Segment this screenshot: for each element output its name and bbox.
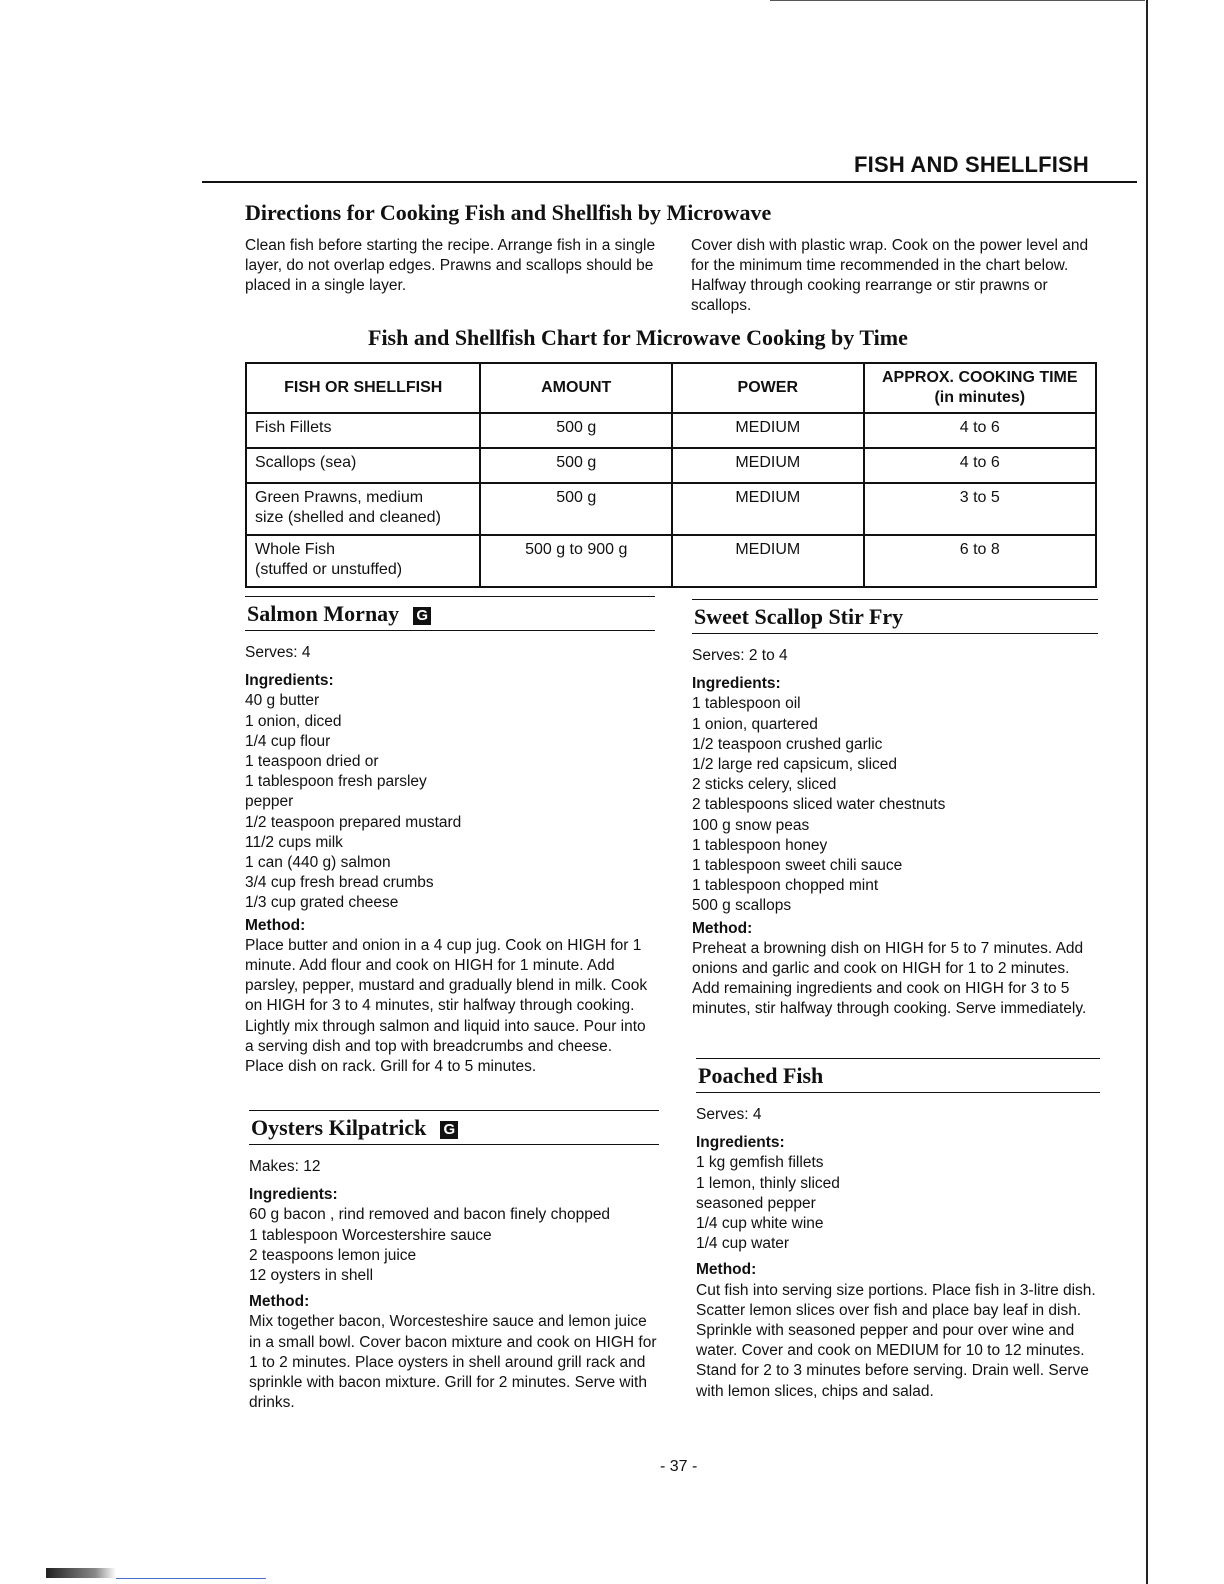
recipe-title-text: Salmon Mornay bbox=[247, 601, 400, 626]
cell-amount: 500 g to 900 g bbox=[480, 535, 672, 587]
list-item: 100 g snow peas bbox=[692, 816, 810, 834]
list-item: 1/3 cup grated cheese bbox=[245, 894, 399, 912]
ingredients-label: Ingredients: bbox=[245, 672, 334, 690]
list-item: 2 tablespoons sliced water chestnuts bbox=[692, 796, 946, 814]
column-header-time bbox=[864, 363, 1096, 413]
cell-item-line-2: size (shelled and cleaned) bbox=[255, 509, 441, 526]
cell-time: 6 to 8 bbox=[864, 535, 1096, 587]
recipe-title-rule bbox=[696, 1092, 1100, 1093]
method-label: Method: bbox=[696, 1261, 757, 1279]
cell-item-line: Scallops (sea) bbox=[255, 454, 357, 471]
list-item: 1 tablespoon oil bbox=[692, 695, 801, 713]
chart-title: Fish and Shellfish Chart for Microwave Cooking by Time bbox=[368, 325, 908, 350]
list-item: 2 sticks celery, sliced bbox=[692, 776, 837, 794]
list-item: 11/2 cups milk bbox=[245, 833, 343, 851]
column-header-power: POWER bbox=[672, 363, 864, 413]
list-item: 1/2 teaspoon prepared mustard bbox=[245, 813, 462, 831]
header-rule bbox=[202, 181, 1137, 183]
list-item: 1 tablespoon honey bbox=[692, 836, 828, 854]
recipe-title-rule bbox=[249, 1144, 659, 1145]
cell-amount: 500 g bbox=[480, 448, 672, 483]
list-item: 1 tablespoon chopped mint bbox=[692, 877, 879, 895]
list-item: 60 g bacon , rind removed and bacon finely chopped bbox=[249, 1206, 611, 1224]
scan-artifact-line bbox=[116, 1578, 266, 1579]
column-header-amount: AMOUNT bbox=[480, 363, 672, 413]
grill-icon: G bbox=[440, 1121, 458, 1139]
list-item: 1/4 cup flour bbox=[245, 732, 331, 750]
table-row bbox=[246, 535, 1096, 587]
directions-left-text: Clean fish before starting the recipe. Arrange fish in a single layer, do not overlap edges. Prawns and scallops should be placed in a single layer. bbox=[245, 237, 656, 294]
list-item: 1 onion, diced bbox=[245, 712, 342, 730]
method-text: Place butter and onion in a 4 cup jug. Cook on HIGH for 1 minute. Add flour and cook on HIGH for 1 minute. Add parsley, pepper, mustard and gradually blend in milk. Cook on HIGH for 3 to 4 minutes, stir halfway through cooking. Lightly mix through salmon and liquid into sauce. Pour into a serving dish and top with breadcrumbs and cheese. Place dish on rack. Grill for 4 to 5 minutes. bbox=[245, 936, 648, 1076]
ingredients-list bbox=[696, 1153, 1100, 1254]
list-item: 1 onion, quartered bbox=[692, 715, 818, 733]
ingredients-list bbox=[245, 691, 655, 913]
ingredients-label: Ingredients: bbox=[696, 1134, 785, 1152]
recipe-title-rule bbox=[245, 630, 655, 631]
cell-time: 4 to 6 bbox=[864, 413, 1096, 448]
cell-item bbox=[246, 413, 480, 448]
cell-power: MEDIUM bbox=[672, 448, 864, 483]
cell-power: MEDIUM bbox=[672, 483, 864, 535]
ingredients-label: Ingredients: bbox=[692, 675, 781, 693]
cell-power: MEDIUM bbox=[672, 535, 864, 587]
list-item: 1 tablespoon sweet chili sauce bbox=[692, 857, 903, 875]
list-item: 1/2 teaspoon crushed garlic bbox=[692, 735, 883, 753]
recipe-oysters-kilpatrick bbox=[249, 1110, 659, 1413]
list-item: 1/4 cup white wine bbox=[696, 1215, 824, 1233]
scan-artifact bbox=[46, 1568, 116, 1578]
list-item: 1/4 cup water bbox=[696, 1235, 790, 1253]
directions-title: Directions for Cooking Fish and Shellfish by Microwave bbox=[245, 200, 772, 225]
list-item: 1 tablespoon Worcestershire sauce bbox=[249, 1226, 492, 1244]
scan-edge-line bbox=[1146, 0, 1148, 1584]
ingredients-list bbox=[249, 1205, 659, 1286]
recipe-title bbox=[245, 597, 655, 630]
recipe-title bbox=[249, 1111, 659, 1144]
list-item: seasoned pepper bbox=[696, 1194, 816, 1212]
recipe-sweet-scallop-stir-fry bbox=[692, 599, 1098, 1020]
list-item: 1 teaspoon dried or bbox=[245, 753, 379, 771]
recipe-serves: Serves: 2 to 4 bbox=[692, 647, 788, 664]
recipe-serves: Serves: 4 bbox=[245, 644, 311, 661]
recipe-title-rule bbox=[692, 633, 1098, 634]
method-label: Method: bbox=[692, 919, 753, 937]
recipe-serves: Serves: 4 bbox=[696, 1106, 762, 1123]
method-label: Method: bbox=[249, 1293, 310, 1311]
table-row bbox=[246, 413, 1096, 448]
method-label: Method: bbox=[245, 916, 306, 934]
cell-item bbox=[246, 448, 480, 483]
column-header-time-label: APPROX. COOKING TIME bbox=[881, 369, 1078, 386]
recipe-title: Poached Fish bbox=[698, 1063, 824, 1088]
recipe-title: Sweet Scallop Stir Fry bbox=[694, 604, 904, 629]
ingredients-list bbox=[692, 694, 1098, 916]
cell-item-line: Green Prawns, medium bbox=[255, 489, 424, 506]
cell-amount: 500 g bbox=[480, 483, 672, 535]
method-text: Preheat a browning dish on HIGH for 5 to 7 minutes. Add onions and garlic and cook on HIGH for 1 to 2 minutes. Add remaining ingredients and cook on HIGH for 3 to 5 minutes, stir halfway through cooking. Serve immediately. bbox=[692, 939, 1087, 1018]
cooking-time-table bbox=[245, 362, 1097, 588]
list-item: 1 kg gemfish fillets bbox=[696, 1154, 824, 1172]
list-item: 1 tablespoon fresh parsley bbox=[245, 773, 427, 791]
table-row bbox=[246, 483, 1096, 535]
ingredients-label: Ingredients: bbox=[249, 1186, 338, 1204]
cell-item bbox=[246, 535, 480, 587]
cell-item-line-2: (stuffed or unstuffed) bbox=[255, 561, 403, 578]
list-item: 40 g butter bbox=[245, 692, 320, 710]
cell-time: 4 to 6 bbox=[864, 448, 1096, 483]
recipe-poached-fish bbox=[696, 1058, 1100, 1402]
list-item: 1 lemon, thinly sliced bbox=[696, 1174, 840, 1192]
table-row bbox=[246, 448, 1096, 483]
page-number: - 37 - bbox=[660, 1458, 698, 1475]
table-header-row bbox=[246, 363, 1096, 413]
cell-item-line: Fish Fillets bbox=[255, 419, 332, 436]
section-title: FISH AND SHELLFISH bbox=[854, 152, 1090, 177]
scan-edge-dash bbox=[770, 0, 1145, 1]
list-item: pepper bbox=[245, 793, 294, 811]
column-header-item: FISH OR SHELLFISH bbox=[246, 363, 480, 413]
recipe-serves: Makes: 12 bbox=[249, 1158, 321, 1175]
directions-right-text: Cover dish with plastic wrap. Cook on the power level and for the minimum time recommended in the chart below. Halfway through cooking rearrange or stir prawns or scallops. bbox=[691, 237, 1089, 314]
list-item: 1/2 large red capsicum, sliced bbox=[692, 756, 898, 774]
recipe-salmon-mornay bbox=[245, 596, 655, 1077]
method-text: Cut fish into serving size portions. Place fish in 3-litre dish. Scatter lemon slices over fish and place bay leaf in dish. Sprinkle with seasoned pepper and pour over wine and water. Cover and cook on MEDIUM for 10 to 12 minutes. Stand for 2 to 3 minutes before serving. Drain well. Serve with lemon slices, chips and salad. bbox=[696, 1281, 1096, 1400]
list-item: 12 oysters in shell bbox=[249, 1267, 374, 1285]
list-item: 500 g scallops bbox=[692, 897, 792, 915]
list-item: 1 can (440 g) salmon bbox=[245, 854, 391, 872]
list-item: 2 teaspoons lemon juice bbox=[249, 1246, 417, 1264]
grill-icon: G bbox=[413, 607, 431, 625]
list-item: 3/4 cup fresh bread crumbs bbox=[245, 874, 434, 892]
cell-time: 3 to 5 bbox=[864, 483, 1096, 535]
recipe-title-text: Oysters Kilpatrick bbox=[251, 1115, 427, 1140]
method-text: Mix together bacon, Worcesteshire sauce and lemon juice in a small bowl. Cover bacon mixture and cook on HIGH for 1 to 2 minutes. Place oysters in shell around grill rack and sprinkle with bacon mixture. Grill for 2 minutes. Serve with drinks. bbox=[249, 1313, 657, 1412]
cell-item-line: Whole Fish bbox=[255, 541, 336, 558]
cell-amount: 500 g bbox=[480, 413, 672, 448]
cell-item bbox=[246, 483, 480, 535]
cell-power: MEDIUM bbox=[672, 413, 864, 448]
column-header-time-unit: (in minutes) bbox=[934, 389, 1026, 406]
